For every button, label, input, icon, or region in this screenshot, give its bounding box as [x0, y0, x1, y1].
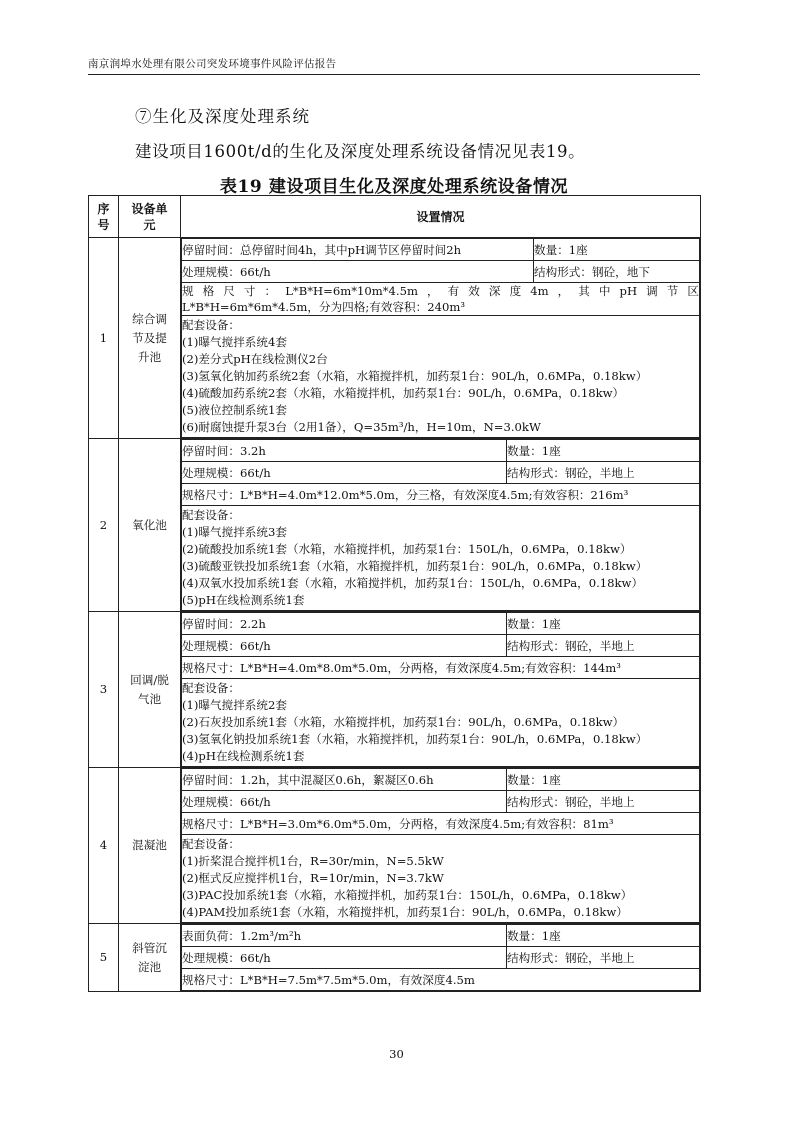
spec-line: 规格尺寸：L*B*H=7.5m*7.5m*5.0m，有效深度4.5m	[182, 972, 475, 987]
stay-time: 停留时间：2.2h	[182, 613, 507, 635]
spec-size	[182, 484, 700, 506]
col-header-setting: 设置情况	[181, 196, 701, 238]
unit-name	[119, 768, 181, 924]
table-row	[89, 768, 701, 924]
row-number: 1	[89, 238, 119, 439]
equipment-line: (4)双氧水投加系统1套（水箱，水箱搅拌机，加药泵1台：150L/h，0.6MPa，0.18kw）	[182, 576, 644, 590]
table-header-row	[89, 196, 701, 238]
structure-type: 结构形式：钢砼，半地上	[507, 635, 700, 657]
quantity: 数量：1座	[507, 440, 700, 462]
process-scale: 处理规模：66t/h	[182, 635, 507, 657]
stay-time: 表面负荷：1.2m³/m²h	[182, 925, 507, 947]
equipment-line: (2)硫酸投加系统1套（水箱，水箱搅拌机，加药泵1台：150L/h，0.6MPa，0.18kw）	[182, 542, 632, 556]
equipment-line: (3)氢氧化钠投加系统1套（水箱，水箱搅拌机，加药泵1台：90L/h，0.6MPa，0.18kw）	[182, 732, 648, 746]
setting-cell	[181, 924, 701, 992]
equipment-line: (1)曝气搅拌系统2套	[182, 698, 287, 712]
setting-details	[181, 238, 700, 438]
page-number: 30	[389, 1047, 404, 1061]
spec-line: 规格尺寸：L*B*H=6m*10m*4.5m，有效深度4m，其中pH调节区	[182, 284, 699, 298]
stay-time: 停留时间：总停留时间4h，其中pH调节区停留时间2h	[182, 239, 534, 261]
equipment-line: 配套设备：	[182, 681, 240, 695]
equipment-line: (2)差分式pH在线检测仪2台	[182, 352, 328, 366]
row-number: 4	[89, 768, 119, 924]
equipment-line: (4)pH在线检测系统1套	[182, 749, 305, 763]
table-row	[89, 439, 701, 612]
spec-line: 规格尺寸：L*B*H=3.0m*6.0m*5.0m，分两格，有效深度4.5m;有效容积：81m³	[182, 816, 614, 831]
unit-name-line: 氧化池	[132, 517, 167, 532]
process-scale: 处理规模：66t/h	[182, 261, 534, 283]
unit-name-line: 回调/脱	[130, 672, 169, 687]
row-number: 5	[89, 924, 119, 992]
quantity: 数量：1座	[507, 613, 700, 635]
process-scale: 处理规模：66t/h	[182, 791, 507, 813]
unit-name-line: 节及提	[132, 330, 167, 345]
spec-line: L*B*H=6m*6m*4.5m，分为四格;有效容积：240m³	[182, 300, 466, 314]
equipment-line: 配套设备：	[182, 508, 240, 522]
spec-size	[182, 657, 700, 679]
supporting-equipment	[182, 316, 700, 438]
unit-name-line: 斜管沉	[132, 940, 167, 955]
equipment-line: (4)PAM投加系统1套（水箱，水箱搅拌机，加药泵1台：90L/h，0.6MPa，0.18kw）	[182, 905, 628, 919]
setting-details	[181, 439, 700, 611]
structure-type: 结构形式：钢砼，半地上	[507, 462, 700, 484]
equipment-line: (1)曝气搅拌系统4套	[182, 335, 287, 349]
equipment-line: (3)氢氧化钠加药系统2套（水箱，水箱搅拌机，加药泵1台：90L/h，0.6MPa，0.18kw）	[182, 369, 648, 383]
intro-paragraph: 建设项目1600t/d的生化及深度处理系统设备情况见表19。	[135, 142, 586, 161]
structure-type: 结构形式：钢砼，半地上	[507, 947, 700, 969]
spec-size	[182, 969, 700, 991]
equipment-line: (1)折桨混合搅拌机1台，R=30r/min，N=5.5kW	[182, 854, 444, 868]
supporting-equipment	[182, 835, 700, 923]
quantity: 数量：1座	[507, 769, 700, 791]
equipment-line: (4)硫酸加药系统2套（水箱，水箱搅拌机，加药泵1台：90L/h，0.6MPa，0.18kw）	[182, 386, 625, 400]
quantity: 数量：1座	[534, 239, 700, 261]
spec-line: 规格尺寸：L*B*H=4.0m*8.0m*5.0m，分两格，有效深度4.5m;有效容积：144m³	[182, 660, 621, 675]
col-header-unit: 设备单 元	[119, 196, 181, 238]
setting-details	[181, 768, 700, 923]
supporting-equipment	[182, 679, 700, 767]
spec-size	[182, 813, 700, 835]
unit-name	[119, 612, 181, 768]
equipment-line: (2)框式反应搅拌机1台，R=10r/min，N=3.7kW	[182, 871, 444, 885]
stay-time: 停留时间：3.2h	[182, 440, 507, 462]
equipment-line: 配套设备：	[182, 318, 240, 332]
table-row	[89, 924, 701, 992]
setting-cell	[181, 439, 701, 612]
unit-name	[119, 238, 181, 439]
structure-type: 结构形式：钢砼，地下	[534, 261, 700, 283]
unit-name-line: 气池	[137, 691, 162, 706]
table-row	[89, 238, 701, 439]
equipment-line: 配套设备：	[182, 837, 240, 851]
setting-cell	[181, 238, 701, 439]
unit-name	[119, 924, 181, 992]
unit-name-line: 升池	[137, 349, 162, 364]
col-header-no: 序 号	[89, 196, 119, 238]
setting-details	[181, 612, 700, 767]
equipment-table	[88, 195, 701, 992]
equipment-line: (3)PAC投加系统1套（水箱，水箱搅拌机，加药泵1台：150L/h，0.6MPa，0.18kw）	[182, 888, 633, 902]
equipment-line: (5)pH在线检测系统1套	[182, 593, 305, 607]
table-row	[89, 612, 701, 768]
unit-name-line: 淀池	[137, 959, 162, 974]
process-scale: 处理规模：66t/h	[182, 462, 507, 484]
equipment-line: (5)液位控制系统1套	[182, 403, 287, 417]
row-number: 2	[89, 439, 119, 612]
setting-cell	[181, 768, 701, 924]
table-title: 表19 建设项目生化及深度处理系统设备情况	[219, 177, 569, 197]
setting-details	[181, 924, 700, 991]
spec-size	[182, 283, 700, 316]
page-header: 南京润埠水处理有限公司突发环境事件风险评估报告	[88, 56, 700, 75]
setting-cell	[181, 612, 701, 768]
equipment-line: (6)耐腐蚀提升泵3台（2用1备），Q=35m³/h，H=10m，N=3.0kW	[182, 420, 541, 434]
stay-time: 停留时间：1.2h，其中混凝区0.6h，絮凝区0.6h	[182, 769, 507, 791]
spec-line: 规格尺寸：L*B*H=4.0m*12.0m*5.0m，分三格，有效深度4.5m;有效容积：216m³	[182, 487, 629, 502]
unit-name	[119, 439, 181, 612]
equipment-line: (2)石灰投加系统1套（水箱，水箱搅拌机，加药泵1台：90L/h，0.6MPa，0.18kw）	[182, 715, 625, 729]
unit-name-line: 综合调	[132, 311, 167, 326]
structure-type: 结构形式：钢砼，半地上	[507, 791, 700, 813]
section-title: ⑦生化及深度处理系统	[135, 107, 310, 126]
row-number: 3	[89, 612, 119, 768]
unit-name-line: 混凝池	[132, 838, 167, 852]
equipment-line: (1)曝气搅拌系统3套	[182, 525, 287, 539]
supporting-equipment	[182, 506, 700, 611]
equipment-line: (3)硫酸亚铁投加系统1套（水箱，水箱搅拌机，加药泵1台：90L/h，0.6MPa，0.18kw）	[182, 559, 648, 573]
process-scale: 处理规模：66t/h	[182, 947, 507, 969]
quantity: 数量：1座	[507, 925, 700, 947]
